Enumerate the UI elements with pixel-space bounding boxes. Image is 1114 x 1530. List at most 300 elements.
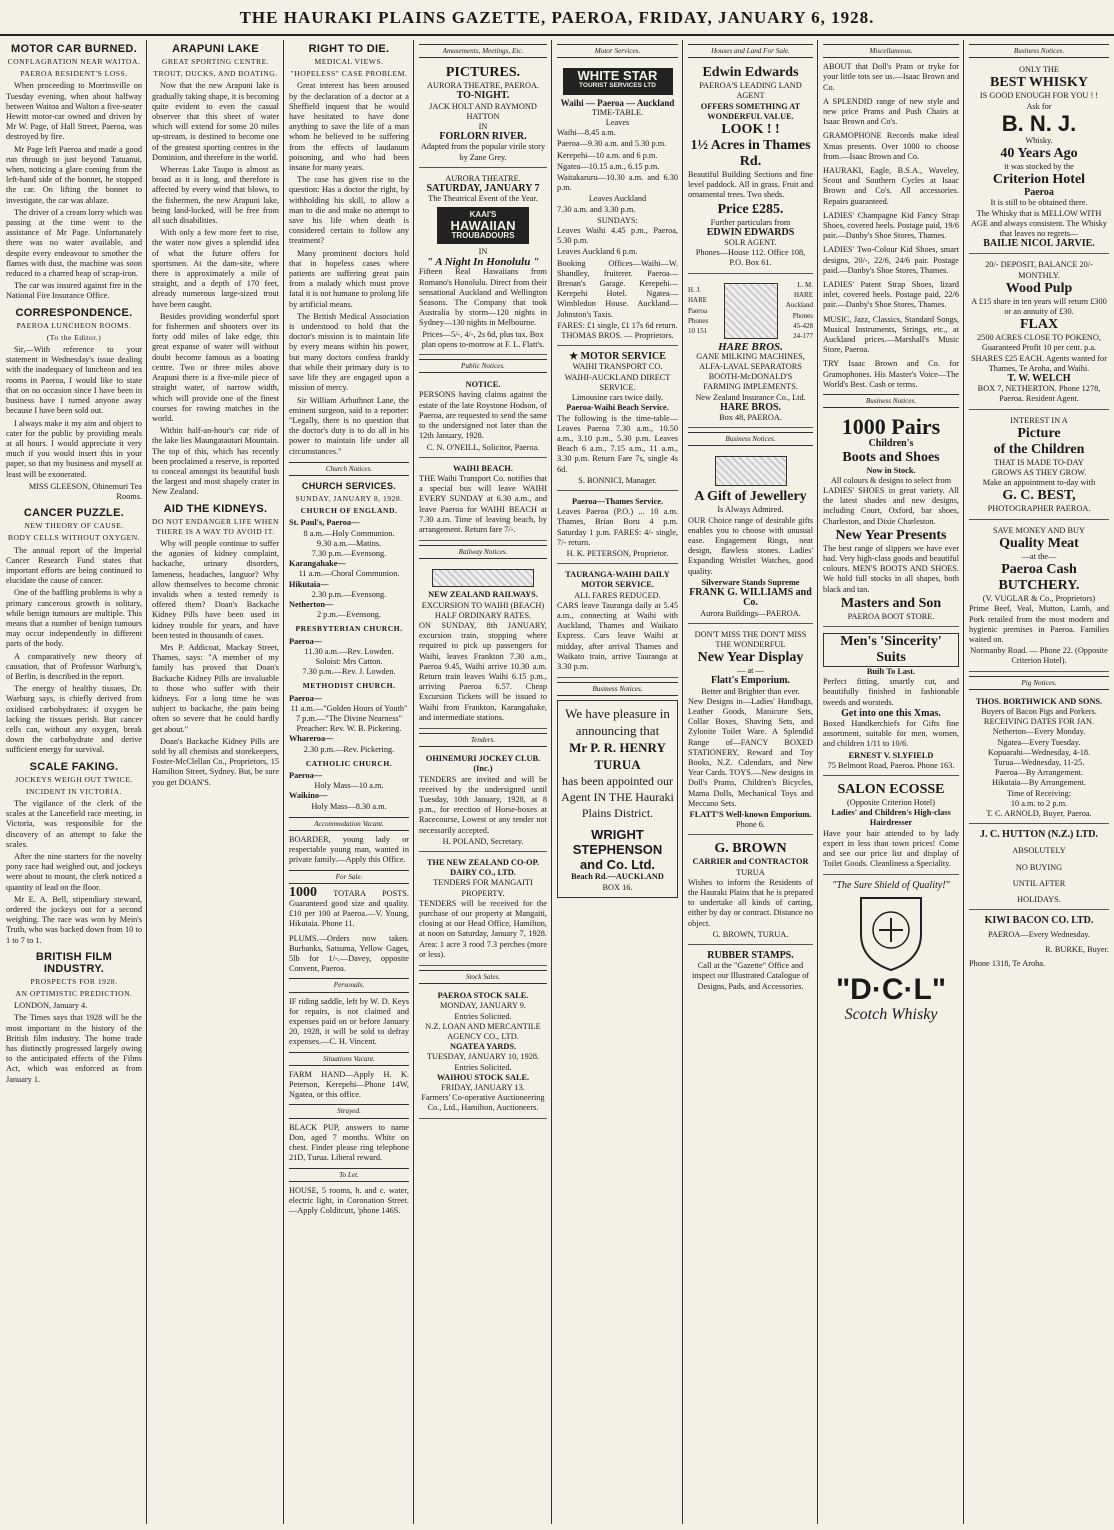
ad-flatts bbox=[688, 627, 813, 836]
article-body bbox=[6, 546, 142, 756]
ad-line: ONLY THE bbox=[1019, 65, 1059, 75]
headline: CORRESPONDENCE. bbox=[15, 306, 133, 319]
white-star-logo bbox=[563, 68, 673, 94]
paragraph: The vigilance of the clerk of the scales at the Lancefield race meeting, in Victoria, was responsible for the discovery of an attempt to fake the scales. bbox=[6, 799, 142, 849]
ad-hutton bbox=[969, 827, 1109, 910]
ad-slyfield bbox=[823, 630, 959, 776]
section-label: Railway Notices. bbox=[419, 545, 547, 559]
ad-line: PHOTOGRAPHER PAEROA. bbox=[987, 504, 1091, 514]
section-label: Tenders. bbox=[419, 733, 547, 747]
classified-ad: FARM HAND—Apply H. K. Peterson, Kerepehi—Phone 14W, Ngatea, or this office. bbox=[289, 1069, 409, 1100]
ad-line: GANE MILKING MACHINES, bbox=[696, 351, 805, 361]
service-line: 11 a.m.—"Golden Hours of Youth" bbox=[290, 703, 408, 713]
subheading: (To the Editor.) bbox=[46, 332, 102, 342]
service-line: 2.30 p.m.—Evensong. bbox=[311, 589, 387, 599]
ad-wright-stephenson bbox=[557, 700, 678, 897]
article-correspondence bbox=[6, 307, 142, 502]
ad-title: WAIHOU STOCK SALE. bbox=[436, 1072, 530, 1082]
ad-line: WAIHI-AUCKLAND DIRECT SERVICE. bbox=[564, 372, 671, 392]
service-line: 7 p.m.—"The Divine Nearness" bbox=[295, 713, 403, 723]
train-picture bbox=[432, 569, 534, 587]
section-label: Pig Notices. bbox=[969, 676, 1109, 690]
ad-line: INTEREST IN A bbox=[1010, 415, 1068, 425]
ad-butchery bbox=[969, 523, 1109, 672]
ad-line: Kopuarahi—Wednesday, 4-18. bbox=[987, 747, 1091, 757]
service-line: 2 p.m.—Evensong. bbox=[316, 610, 382, 620]
service-line: 2.30 p.m.—Rev. Pickering. bbox=[303, 744, 395, 754]
ad-line: Better and Brighter than ever. bbox=[701, 686, 800, 696]
logo-text: TROUBADOURS bbox=[451, 230, 515, 240]
ad-line: Prices—5/-, 4/-, 2s 6d, plus tax. Box plan opens to-morrow at F. L. Flatt's. bbox=[421, 329, 545, 349]
ad-line: ABSOLUTELY bbox=[1012, 846, 1066, 856]
ad-text: 2500 ACRES CLOSE TO POKENO, Guaranteed Profit 10 per cent. p.a. SHARES £25 EACH. Agents wanted for Thames, Te Aroha, and Waihi. bbox=[971, 333, 1107, 373]
ad-railways bbox=[419, 563, 547, 729]
paragraph: Within half-an-hour's car ride of the lake lies Maungatautari Mountain. The top of this, which has recently been proclaimed a reserve, is reported to conceal amongst its beautiful bush the largest and most shapely crater in New Zealand. bbox=[152, 426, 279, 497]
paragraph: I always make it my aim and object to cater for the public by providing meals at all hours. I would appreciate it very much if you would insert this in your paper, so that my business and myself at least will be exonerated. bbox=[6, 418, 142, 479]
article-aid-the-kidneys bbox=[152, 503, 279, 788]
ad-line: Hikutaia—By Arrangement. bbox=[991, 778, 1086, 788]
ad-title: 1000 Pairs bbox=[841, 414, 941, 440]
section-label: Business Notices. bbox=[557, 682, 678, 696]
ad-line: BOX 16. bbox=[602, 882, 633, 892]
service-line: Holy Mass—10 a.m. bbox=[314, 781, 384, 791]
timetable-line: Ngatea—10.15 a.m., 6.15 p.m. bbox=[557, 161, 660, 171]
service-line: St. Paul's, Paeroa— bbox=[289, 518, 360, 528]
ad-text: Call at the "Gazette" Office and inspect our Illustrated Catalogue of Designs, Pads, and Accessories. bbox=[691, 961, 810, 991]
subheading: CONFLAGRATION NEAR WAITOA. bbox=[7, 57, 141, 66]
article-british-film bbox=[6, 951, 142, 1085]
ad-masters-and-son bbox=[823, 412, 959, 627]
ad-line: L. M. HARE Auckland Phones 45-428 24-177 bbox=[785, 281, 813, 341]
ad-line: Aurora Buildings—PAEROA. bbox=[700, 608, 801, 618]
article-cancer-puzzle bbox=[6, 507, 142, 755]
section-label: Motor Services. bbox=[557, 44, 678, 58]
ad-title: A Gift of Jewellery bbox=[694, 489, 807, 505]
article-body bbox=[6, 1001, 142, 1085]
service-line: Waikino— bbox=[289, 791, 328, 801]
service-line: 7.30 p.m.—Evensong. bbox=[311, 548, 387, 558]
ad-line: SATURDAY, JANUARY 7 bbox=[426, 183, 540, 195]
ad-line: Waihi — Paeroa — Auckland bbox=[560, 97, 675, 108]
ad-line: Normanby Road. — Phone 22. (Opposite Criterion Hotel). bbox=[970, 646, 1108, 666]
ad-line: it was stocked by the bbox=[1004, 162, 1074, 172]
ad-title: RUBBER STAMPS. bbox=[707, 949, 794, 961]
ad-rubber-stamps bbox=[688, 948, 813, 996]
ad-text: Leaves Paeroa (P.O.) ... 10 a.m. Thames, Brian Boru 4 p.m. Saturday 1 p.m. FARES: 4/- single, 7/- return. bbox=[557, 507, 678, 547]
column-6 bbox=[684, 40, 817, 1524]
article-body bbox=[289, 81, 409, 456]
ad-title: B. N. J. bbox=[1001, 110, 1077, 136]
subheading: TROUT, DUCKS, AND BOATING. bbox=[153, 69, 278, 79]
article-body bbox=[152, 539, 279, 788]
ad-line: The Theatrical Event of the Year. bbox=[428, 194, 538, 204]
ad-line: BUTCHERY. bbox=[998, 578, 1080, 594]
shield-emblem-icon bbox=[823, 894, 959, 972]
ad-line: Price £285. bbox=[717, 201, 784, 217]
church-services bbox=[289, 480, 409, 812]
section-label: Business Notices. bbox=[688, 432, 813, 446]
ad-tauranga-waihi bbox=[557, 567, 678, 678]
ad-line: G. BROWN, TURUA. bbox=[712, 929, 789, 939]
troubadours-logo bbox=[437, 207, 529, 244]
subheading: PAEROA LUNCHEON ROOMS. bbox=[16, 320, 132, 330]
ad-line: Phones—House 112. Office 108, P.O. Box 61. bbox=[695, 248, 806, 268]
ad-title: NEW ZEALAND RAILWAYS. bbox=[428, 590, 538, 600]
ad-title: NGATEA YARDS. bbox=[449, 1042, 517, 1052]
ad-line: Paeroa bbox=[1024, 187, 1054, 199]
paragraph: The car was insured against fire in the National Fire Insurance Office. bbox=[6, 281, 142, 301]
ad-text: Beautiful Building Sections and fine level paddock. All in grass. Fruit and ornamental trees. Two sheds. bbox=[688, 170, 813, 200]
ad-line: EXCURSION TO WAIHI (BEACH) bbox=[421, 600, 545, 610]
ad-text: TOTARA POSTS. Guaranteed good size and quality. £10 per 100 at Paeroa.—V. Young, Hikutaia. Phone 11. bbox=[289, 888, 409, 929]
column-rule bbox=[413, 40, 414, 1524]
ad-title: Paeroa—Thames Service. bbox=[571, 496, 664, 506]
subheading: MEDICAL VIEWS. bbox=[314, 57, 384, 66]
service-line: 11.30 a.m.—Rev. Lowden. bbox=[304, 646, 394, 656]
ad-line: C. N. O'NEILL, Solicitor, Paeroa. bbox=[426, 442, 540, 452]
ad-line: Make an appointment to-day with bbox=[982, 478, 1096, 488]
ad-line: T. W. WELCH bbox=[1007, 373, 1071, 385]
ad-line: HARE BROS. bbox=[719, 401, 782, 413]
ad-line: PAEROA—Every Wednesday. bbox=[987, 930, 1091, 940]
ad-bnj-whisky bbox=[969, 62, 1109, 254]
ad-waihi-beach bbox=[419, 461, 547, 541]
ad-line: All colours & designs to select from bbox=[830, 475, 952, 485]
section-label: For Sale. bbox=[289, 870, 409, 884]
ad-line: Children's bbox=[868, 438, 914, 450]
timetable-line: Paeroa—9.30 a.m. and 5.30 p.m. bbox=[557, 139, 667, 149]
ad-motor-service bbox=[557, 349, 678, 491]
paragraph: After the nine starters for the novelty pony race had weighed out, and jockeys were about to mount, the clerk noticed a quantity of lead on the floor. bbox=[6, 852, 142, 892]
ad-text: Prime Beef, Veal, Mutton, Lamb, and Pork retailed from the most modern and hygienic premises in Paeroa. Families waited on. bbox=[969, 604, 1109, 644]
paragraph: Mr E. A. Bell, stipendiary steward, ordered the jockeys out for a second weighing. The race was won by Mein's Truth, who was backed down from 10 to 1 to 7 to 1. bbox=[6, 894, 142, 945]
ad-line: TO-NIGHT. bbox=[456, 90, 510, 102]
ad-line: WRIGHT STEPHENSON and Co. Ltd. bbox=[572, 827, 663, 873]
ad-line: has been appointed our Agent IN THE Hauraki Plains District. bbox=[561, 774, 674, 821]
ad-line: Buyers of Bacon Pigs and Porkers. bbox=[981, 706, 1097, 716]
section-label: Houses and Land For Sale. bbox=[688, 44, 813, 58]
service-line: Paeroa— bbox=[289, 636, 323, 646]
ad-line: Adapted from the popular virile story by Zane Grey. bbox=[420, 142, 546, 162]
ad-line: Get into one this Xmas. bbox=[841, 707, 941, 719]
ad-line: BEST WHISKY bbox=[990, 75, 1088, 91]
column-8 bbox=[965, 40, 1113, 1524]
timetable-line: Leaves Auckland bbox=[588, 194, 647, 204]
article-arapuni-lake bbox=[152, 43, 279, 498]
ad-line: Silverware Stands Supreme bbox=[701, 577, 800, 587]
ad-title: THOS. BORTHWICK AND SONS. bbox=[975, 696, 1103, 706]
classified-ad: HOUSE, 5 rooms, h. and c. water, electric light, in Coronation Street.—Apply Colditcutt, 'phone 146S. bbox=[289, 1185, 409, 1216]
ad-line: SAVE MONEY AND BUY bbox=[993, 525, 1085, 535]
paragraph: Great interest has been aroused by the declaration of a doctor at a Sheffield inquest that he would have hesitated to have done anything to save the life of a man whom he believed to be suffering from the effects of laudanum poisoning, and who had been insane for many years. bbox=[289, 81, 409, 173]
ad-text: THE Waihi Transport Co. notifies that a special bus will leave WAIHI EVERY SUNDAY at 6.30 a.m., and leave Paeroa for WAIHI BEACH at 7.30 a.m. Time of leaving beach, by arrangement. Return fare 7/-. bbox=[419, 473, 547, 534]
service-line: Paeroa— bbox=[289, 771, 323, 780]
classifieds bbox=[289, 817, 409, 1217]
ad-line: We have pleasure in announcing that bbox=[565, 706, 670, 739]
ad-line: (V. VUGLAR & Co., Proprietors) bbox=[982, 594, 1096, 604]
ad-line: FRIDAY, JANUARY 13. bbox=[441, 1083, 525, 1093]
section-label: To Let. bbox=[289, 1168, 409, 1182]
subheading: PROSPECTS FOR 1928. bbox=[30, 976, 118, 986]
hare-picture bbox=[724, 283, 778, 339]
section-label: Amusements, Meetings, Etc. bbox=[419, 44, 547, 58]
timetable-line: SUNDAYS: bbox=[597, 215, 638, 225]
headline: CANCER PUZZLE. bbox=[23, 507, 125, 520]
ad-line: Is Always Admired. bbox=[717, 505, 784, 515]
subheading: PAEROA RESIDENT'S LOSS. bbox=[20, 69, 128, 79]
ad-title: New Year Display bbox=[697, 650, 804, 666]
ad-line: EDWIN EDWARDS bbox=[706, 226, 795, 238]
ad-line: Farmers' Co-operative Auctioneering Co., Ltd., Hamilton, Auctioneers. bbox=[421, 1093, 545, 1113]
service-line: Netherton— bbox=[289, 599, 334, 609]
service-line: 9.30 a.m.—Matins. bbox=[316, 538, 382, 548]
ad-line: TURUA bbox=[736, 867, 765, 877]
ad-line: Paeroa—By Arrangement. bbox=[994, 768, 1083, 778]
column-rule bbox=[551, 40, 552, 1524]
headline: MOTOR CAR BURNED. bbox=[11, 43, 137, 55]
column-2 bbox=[148, 40, 283, 1524]
ad-pictures bbox=[419, 62, 547, 168]
ad-line: PAEROA'S LEADING LAND AGENT bbox=[699, 81, 802, 101]
ad-line: Mr P. R. HENRY TURUA bbox=[569, 740, 666, 773]
ad-line: S. BONNICI, Manager. bbox=[578, 475, 657, 485]
column-5 bbox=[553, 40, 682, 1524]
ad-line: Boots and Shoes bbox=[842, 449, 940, 465]
subheading: BODY CELLS WITHOUT OXYGEN. bbox=[7, 533, 141, 543]
church-name: CATHOLIC CHURCH. bbox=[305, 758, 393, 768]
timetable-line: Leaves Waihi 4.45 p.m., Paeroa, 5.30 p.m. bbox=[557, 226, 678, 246]
column-rule bbox=[682, 40, 683, 1524]
ad-title-text: MOTOR SERVICE bbox=[580, 351, 666, 363]
ad-line: Ngatea—Every Tuesday. bbox=[997, 737, 1081, 747]
ad-text: New Designs in—Ladies' Handbags, Leather Goods, Manicure Sets, Collar Boxes, Shaving Sets, and Zylonite Toilet Ware. A Splendid Range of—FANCY BOXED STATIONERY, Reward and Toy Books, N.Z. Calendars, and New Year Cards. TOYS.—New designs in Doll's Prams, Children's Bicycles, Mama Dolls, Mechanical Toys and Meccano Sets. bbox=[688, 696, 813, 808]
section-label: Personals. bbox=[289, 978, 409, 992]
ad-line: TIME-TABLE. bbox=[591, 107, 644, 117]
ad-line: LOOK ! ! bbox=[721, 122, 780, 138]
ad-line: Flatt's Emporium. bbox=[711, 675, 790, 687]
church-name: PRESBYTERIAN CHURCH. bbox=[295, 624, 403, 634]
ad-text: LADIES' SHOES in great variety. All the latest shades and new designs, including Court, Oxford, bar shoes, Charleston, and Dixie Charleston. bbox=[823, 485, 959, 526]
classified-ad: LADIES' Two-Colour Kid Shoes, smart designs, 20/-, 22/6, 24/6 pair. Postage paid.—Danby's Shoe Stores, Thames. bbox=[823, 245, 959, 275]
ad-paeroa-thames bbox=[557, 494, 678, 564]
ad-line: Scotch Whisky bbox=[844, 1005, 938, 1023]
paragraph: Sir,—With reference to your statement in Wednesday's issue dealing with the inadequacy of luncheon and tea rooms in Paeroa, I would like to state that on no occasion since I have been in business have I turned anyone away because I have been sold out. bbox=[6, 345, 142, 416]
ad-line: N.Z. LOAN AND MERCANTILE AGENCY CO., LTD. bbox=[425, 1021, 541, 1042]
classified-ad: A SPLENDID range of new style and new price Prams and Push Chairs at Isaac Brown and Co's. bbox=[823, 96, 959, 127]
ad-title: SALON ECOSSE bbox=[837, 781, 945, 797]
ad-line: of the Children bbox=[993, 441, 1085, 457]
ad-line: OFFERS SOMETHING AT WONDERFUL VALUE. bbox=[700, 101, 801, 121]
ad-line: BOOTH-McDONALD'S bbox=[708, 372, 793, 382]
ad-text: The best range of slippers we have ever had. Very high-class goods and beautiful colours. MEN'S BOOTS AND SHOES. We hold full stocks in all shapes, both black and tan. bbox=[823, 543, 959, 594]
watch-picture bbox=[715, 456, 787, 486]
ad-line: Netherton—Every Monday. bbox=[992, 727, 1086, 737]
headline: BRITISH FILM INDUSTRY. bbox=[35, 950, 113, 975]
ad-line: Paeroa-Waihi Beach Service. bbox=[566, 403, 669, 413]
paragraph: When proceeding to Morrinsville on Tuesday evening, when about halfway between Waitoa and Walton a five-seater Hewitt motor-car owned and driven by Mr W. Page, of Hall Street, Paeroa, was destroyed by fire. bbox=[6, 81, 142, 142]
church-name: METHODIST CHURCH. bbox=[302, 681, 396, 691]
ad-line: TENDERS FOR MANGAITI PROPERTY. bbox=[433, 878, 533, 898]
subheading: GREAT SPORTING CENTRE. bbox=[161, 57, 270, 66]
ad-line: Beach Rd.—AUCKLAND bbox=[571, 872, 664, 882]
ad-dcl-whisky bbox=[823, 878, 959, 1027]
paragraph: Mrs P. Addicoat, Mackay Street, Thames, says: "A member of my family has proved that Doan's Backache Kidney Pills are invaluable to those who suffer with their kidneys. For a long time he was subject to backache, the pain being often so severe that he could hardly get about." bbox=[152, 642, 279, 734]
ad-text: Booking Offices—Waihi—W. Shandley, fruiterer. Paeroa—Brenan's Garage. Kerepehi—Kerepehi Hotel. Ngatea—Wimbledon House. Auckland—Johnston's Taxis. bbox=[557, 258, 678, 319]
ad-line: AURORA THEATRE. bbox=[445, 173, 521, 183]
big-number: 1000 bbox=[289, 884, 317, 900]
ad-text: The following is the time-table—Leaves Paeroa 7.30 a.m., 10.50 a.m., 3.10 p.m., 5.30 p.m. Leaves Beach 6 a.m., 7.15 a.m., 11 a.m., 3.30 p.m. Return Fare 7s, single 4s 6d. bbox=[557, 413, 678, 474]
ad-text: Wishes to inform the Residents of the Hauraki Plains that he is prepared to undertake all kinds of carting, either by day or contract. Distance no object. bbox=[688, 877, 813, 928]
ad-text: A £15 share in ten years will return £300 or an annuity of £30. bbox=[971, 296, 1107, 317]
ad-g-brown bbox=[688, 838, 813, 945]
paragraph: The British Medical Association is understood to hold that the doctor's mission is to maintain life by every means within his power, but many doctors confess frankly that while their primary duty is to save life they are engaged upon a mission of mercy. bbox=[289, 311, 409, 393]
service-line: Holy Mass—8.30 a.m. bbox=[311, 801, 387, 811]
subheading: DO NOT ENDANGER LIFE WHEN THERE IS A WAY TO AVOID IT. bbox=[152, 516, 279, 536]
headline: RIGHT TO DIE. bbox=[308, 43, 390, 55]
timetable-line: Leaves bbox=[605, 118, 630, 128]
ad-title: G. BROWN bbox=[714, 841, 787, 857]
ad-line: RECEIVING DATES FOR JAN. bbox=[983, 717, 1095, 727]
paragraph: Mr Page left Paeroa and made a good run through to just beyond Tatuanui, when, noticing a glare coming from the left-hand side of the bonnet, he stopped the car. On lifting the bonnet to investigate, the car was ablaze. bbox=[6, 144, 142, 205]
ad-hawaiian bbox=[419, 171, 547, 355]
logo-text: TOURIST SERVICES LTD bbox=[579, 82, 656, 90]
ad-wood-pulp bbox=[969, 257, 1109, 409]
ad-line: 20/- DEPOSIT, BALANCE 20/- MONTHLY. bbox=[985, 260, 1093, 280]
ad-line: " A Night In Honolulu " bbox=[426, 256, 540, 269]
subheading: "HOPELESS" CASE PROBLEM. bbox=[290, 69, 408, 79]
paragraph: Doan's Backache Kidney Pills are sold by all chemists and storekeepers, Foster-McClellan Co., Proprietors, 15 Hamilton Street, Sydney. But, be sure you get DOAN'S. bbox=[152, 736, 279, 787]
section-label: Church Notices. bbox=[289, 462, 409, 476]
ad-line: H. POLAND, Secretary. bbox=[442, 836, 524, 846]
ad-line: HARE BROS. bbox=[718, 340, 783, 353]
ad-line: FARMING IMPLEMENTS. bbox=[703, 382, 798, 392]
ad-edwin-edwards bbox=[688, 62, 813, 273]
section-label: Public Notices. bbox=[419, 359, 547, 373]
ad-line: Further particulars from bbox=[710, 217, 791, 227]
article-scale-faking bbox=[6, 761, 142, 946]
paragraph: The driver of a cream lorry which was passing at the time went to the assistance of Mr Page. Unfortunately there was no water available, and despite every endeavour to smother the flames with dust, the machine was soon reduced to a charred heap of scrap-iron. bbox=[6, 207, 142, 279]
headline: AID THE KIDNEYS. bbox=[163, 502, 268, 515]
ad-line: JACK HOLT AND RAYMOND HATTON bbox=[429, 101, 537, 121]
ad-text: Boxed Handkerchiefs for Gifts fine assortment, suitable for men, women, and children 1/11 to 10/6. bbox=[823, 718, 959, 749]
classified-ad: TRY Isaac Brown and Co. for Gramophones. His Master's Voice—The World's Best. Cash or terms. bbox=[823, 359, 959, 389]
ad-text: CARS leave Tauranga daily at 5.45 a.m., connecting at Waihi with Auckland, Thames and Waikato Express. Cars leave Waihi at midday, after arrival Thames and Waikato train, arrive Tauranga at 3.30 p.m. bbox=[557, 600, 678, 671]
ad-line: H. K. PETERSON, Proprietor. bbox=[566, 548, 669, 558]
logo-text: WHITE STAR bbox=[577, 68, 658, 84]
subheading: AN OPTIMISTIC PREDICTION. bbox=[15, 989, 133, 999]
ad-line: 10 a.m. to 2 p.m. bbox=[1010, 798, 1068, 808]
ad-line: AURORA THEATRE, PAEROA. bbox=[426, 81, 540, 91]
ad-line: Turua—Wednesday, 11-25. bbox=[993, 757, 1085, 767]
ad-line: New Year Presents bbox=[835, 527, 947, 543]
ad-line: FARES: £1 single, £1 17s 6d return. bbox=[557, 320, 678, 330]
ad-salon-ecosse bbox=[823, 779, 959, 875]
ad-line: GROWS AS THEY GROW. bbox=[991, 468, 1087, 478]
paragraph: The annual report of the Imperial Cancer Research Fund states that important efforts are being continued to elucidate the cause of cancer. bbox=[6, 545, 142, 586]
ad-line: WAIHI TRANSPORT CO. bbox=[572, 362, 663, 372]
ad-text: OUR Choice range of desirable gifts enables you to choose with unusual ease. Engagement Rings, neat design, flawless stones. Ladies' Expanding Wristlet Watches, good quality. bbox=[688, 515, 813, 576]
classified-ad: HAURAKI, Eagle, B.S.A., Waveley, Scout and Southern Cycles at Isaac Brown and Co's. All accessories. Repairs guaranteed. bbox=[823, 166, 959, 206]
paragraph: LONDON, January 4. bbox=[14, 1001, 88, 1011]
ad-line: CARRIER and CONTRACTOR bbox=[692, 857, 809, 867]
ad-kiwi-bacon bbox=[969, 913, 1109, 973]
classified-ad: GRAMOPHONE Records make ideal Xmas presents. Over 1000 to choose from.—Isaac Brown and Co. bbox=[823, 131, 959, 161]
ad-text: Perfect fitting, smartly cut, and beautifully finished in fashionable tweeds and worsteds. bbox=[823, 677, 959, 707]
ad-text: PERSONS having claims against the estate of the late Roystone Hodson, of Paeroa, are requested to send the same to the undersigned not later than the 12th January, 1928. bbox=[419, 390, 547, 441]
ad-line: Built To Last. bbox=[866, 666, 916, 676]
column-3 bbox=[285, 40, 413, 1524]
paragraph: The Times says that 1928 will be the most important in the history of the British film industry. The home trade has distinctly progressed largely owing to the anticipated effects of the Films Act, which was enforced as from January 1. bbox=[6, 1013, 142, 1084]
classified-ad: BLACK PUP, answers to name Don, aged 7 months. White on chest. Finder please ring telephone 21D, Turua. Liberal reward. bbox=[289, 1122, 409, 1163]
ad-text: The Whisky that is MELLOW WITH AGE and always consistent. The Whisky that leaves no regrets— bbox=[970, 208, 1108, 239]
ad-frank-williams bbox=[688, 450, 813, 623]
article-right-to-die bbox=[289, 43, 409, 457]
column-rule bbox=[146, 40, 147, 1524]
headline: CHURCH SERVICES. bbox=[301, 480, 397, 491]
ad-line: — at — bbox=[737, 666, 764, 676]
logo-text: KAAI'S bbox=[469, 210, 497, 220]
ad-line: HOLIDAYS. bbox=[1017, 894, 1061, 904]
ad-line: ALL FARES REDUCED. bbox=[574, 590, 661, 600]
hare-header bbox=[688, 280, 813, 342]
ad-line: NO BUYING bbox=[1015, 862, 1063, 872]
paragraph: With only a few more feet to rise, the water now gives a splendid idea of what the future offers for sportsmen. At the dam-site, where there is approximately a mile of straight, and a depth of 170 feet, already numerous large-sized trout have been caught. bbox=[152, 228, 279, 309]
ad-text: TENDERS are invited and will be received by the undersigned until Tuesday, 10th January, 1928, at 8 p.m., for erection of Horse-boxes at Racecourse, Lowest or any tender not necessarily accepted. bbox=[419, 774, 547, 835]
classified-ad bbox=[289, 884, 409, 930]
paragraph: One of the baffling problems is why a primary cancerous growth is solitary, while benign tumours are multiple. This means that a number of benign tumours may occur independently in different parts of the body. bbox=[6, 588, 142, 649]
article-motor-car-burned bbox=[6, 43, 142, 302]
article-body bbox=[152, 81, 279, 497]
ad-line: H. J. HARE Paeroa Phones 10 151 bbox=[688, 286, 709, 335]
ad-line: Limousine cars twice daily. bbox=[571, 393, 664, 403]
ad-title: J. C. HUTTON (N.Z.) LTD. bbox=[979, 829, 1099, 841]
paragraph: The energy of healthy tissues, Dr. Warburg says, is chiefly derived from oxidised carbohydrates: if oxygen be lacking the tissues perish. But cancer cells can, without any oxygen, break down the carbohydrate and derive sufficient energy for survival. bbox=[6, 684, 142, 755]
timetable-line: Waitakaruru—10.30 a.m. and 6.30 p.m. bbox=[557, 173, 678, 193]
service-line: Soloist: Mrs Catton. bbox=[315, 656, 383, 666]
ad-title: Quality Meat bbox=[999, 535, 1079, 551]
church-name: CHURCH OF ENGLAND. bbox=[300, 506, 398, 516]
ad-line: Masters and Son bbox=[840, 595, 942, 611]
service-line: Paeroa— bbox=[289, 693, 323, 703]
classified-ad: BOARDER, young lady or respectable young man, wanted in private family.—Apply this Office. bbox=[289, 835, 409, 865]
ad-line: (Opposite Criterion Hotel) bbox=[846, 797, 936, 807]
timetable-line: Leaves Auckland 6 p.m. bbox=[557, 247, 638, 257]
ad-line: BAILIE NICOL JARVIE. bbox=[983, 238, 1095, 250]
timetable-line: Waihi—8.45 a.m. bbox=[557, 128, 616, 138]
ad-title: OHINEMURI JOCKEY CLUB. (Inc.) bbox=[425, 754, 541, 774]
ad-title bbox=[557, 352, 678, 362]
ad-line: FLAX bbox=[1019, 317, 1059, 333]
ad-line: PAEROA BOOT STORE. bbox=[847, 611, 935, 621]
service-line: 11 a.m.—Choral Communion. bbox=[298, 569, 400, 579]
ad-hare-bros bbox=[688, 277, 813, 429]
ad-line: THOMAS BROS. — Proprietors. bbox=[561, 331, 674, 341]
paragraph: Sir William Arbuthnot Lane, the eminent surgeon, said to a reporter: "Legally, there is no question that the doctor's duty is to do all in his power to maintain life under all circumstances." bbox=[289, 395, 409, 456]
ad-line: HALF ORDINARY RATES. bbox=[434, 610, 532, 620]
ad-text: Fifteen Real Hawaiians from Romano's Honolulu. Direct from their sensational Auckland and Wellington Seasons. The Company that took Australia by storm—120 nights in Sydney—130 nights in Melbourne. bbox=[419, 267, 547, 328]
section-label: Situations Vacant. bbox=[289, 1052, 409, 1066]
logo-text: HAWAIIAN bbox=[450, 217, 516, 233]
ad-text: TENDERS will be received for the purchase of our property at Mangaiti, closing at our Head Office, Hamilton, at noon on Saturday, January 7, 1928. Area: 1 acre 3 rood 7.3 perches (more or less). bbox=[419, 898, 547, 959]
classified-ad: MUSIC, Jazz, Classics, Standard Songs, Musical Instruments, Strings, etc., at Auckland prices.—Marshall's Music Store, Paeroa. bbox=[823, 314, 959, 355]
ad-notice bbox=[419, 377, 547, 457]
ad-line: MONDAY, JANUARY 9. bbox=[440, 1001, 526, 1011]
classified-ad: ABOUT that Doll's Pram or tryke for your little tots see us.—Isaac Brown and Co. bbox=[823, 62, 959, 92]
ad-line: —at the— bbox=[1021, 551, 1057, 561]
service-line: 8 a.m.—Holy Communion. bbox=[303, 528, 395, 538]
article-body bbox=[6, 345, 142, 502]
paragraph: The case has given rise to the question: Has a doctor the right, by withholding his skill, to allow a man to die and make no attempt to save his life when death is considered certain to follow any treatment? bbox=[289, 175, 409, 246]
